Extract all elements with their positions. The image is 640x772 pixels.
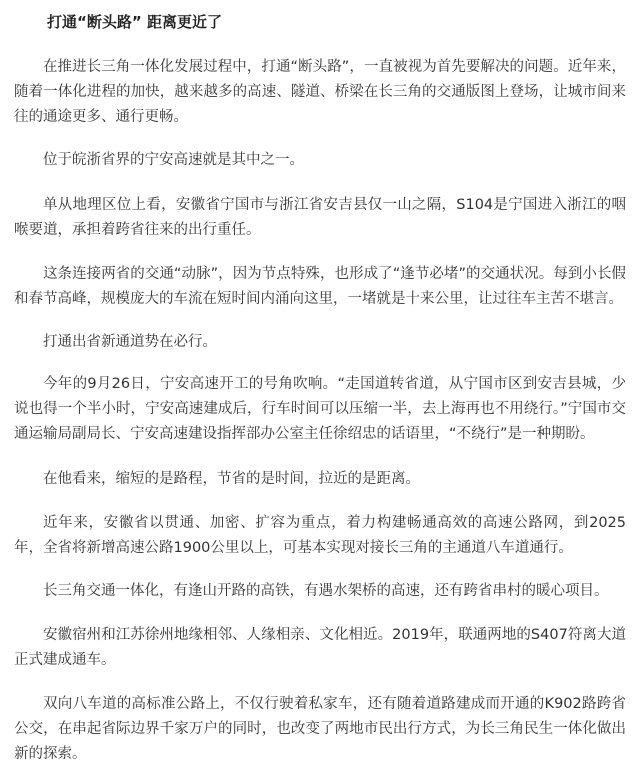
paragraph-6: 今年的9月26日，宁安高速开工的号角吹响。“走国道转省道，从宁国市区到安吉县城，少说也得一个半小时，宁安高速建成后，行车时间可以压缩一半，去上海再也不用绕行。”宁国市交通运输局副局长、宁安高速建设指挥部办公室主任徐绍忠的话语里，“不绕行”是一种期盼。 <box>14 376 626 442</box>
paragraph-10: 安徽宿州和江苏徐州地缘相邻、人缘相亲、文化相近。2019年，联通两地的S407符离大道正式建成通车。 <box>14 627 626 668</box>
paragraph-4: 这条连接两省的交通“动脉”，因为节点特殊，也形成了“逢节必堵”的交通状况。每到小长假和春节高峰，规模庞大的车流在短时间内涌向这里，一堵就是十来公里，让过往车主苦不堪言。 <box>14 266 626 307</box>
paragraph-11: 双向八车道的高标准公路上，不仅行驶着私家车，还有随着道路建成而开通的K902路跨省公交，在串起省际边界千家万户的同时，也改变了两地市民出行方式，为长三角民生一体化做出新的探索。 <box>14 696 626 762</box>
paragraph-5: 打通出省新通道势在必行。 <box>43 334 217 350</box>
paragraph-3: 单从地理区位上看，安徽省宁国市与浙江省安吉县仅一山之隔，S104是宁国进入浙江的咽喉要道，承担着跨省往来的出行重任。 <box>14 197 626 238</box>
paragraph-8: 近年来，安徽省以贯通、加密、扩容为重点，着力构建畅通高效的高速公路网，到2025年，全省将新增高速公路1900公里以上，可基本实现对接长三角的主通道八车道通行。 <box>14 515 626 556</box>
paragraph-2: 位于皖浙省界的宁安高速就是其中之一。 <box>43 152 304 168</box>
paragraph-7: 在他看来，缩短的是路程，节省的是时间，拉近的是距离。 <box>43 471 420 487</box>
article-title: 打通“断头路” 距离更近了 <box>47 13 222 31</box>
paragraph-1: 在推进长三角一体化发展过程中，打通“断头路”，一直被视为首先要解决的问题。近年来，随着一体化进程的加快，越来越多的高速、隧道、桥梁在长三角的交通版图上登场，让城市间来往的通途更多、通行更畅。 <box>14 59 626 125</box>
paragraph-9: 长三角交通一体化，有逢山开路的高铁，有遇水架桥的高速，还有跨省串村的暖心项目。 <box>43 583 609 599</box>
